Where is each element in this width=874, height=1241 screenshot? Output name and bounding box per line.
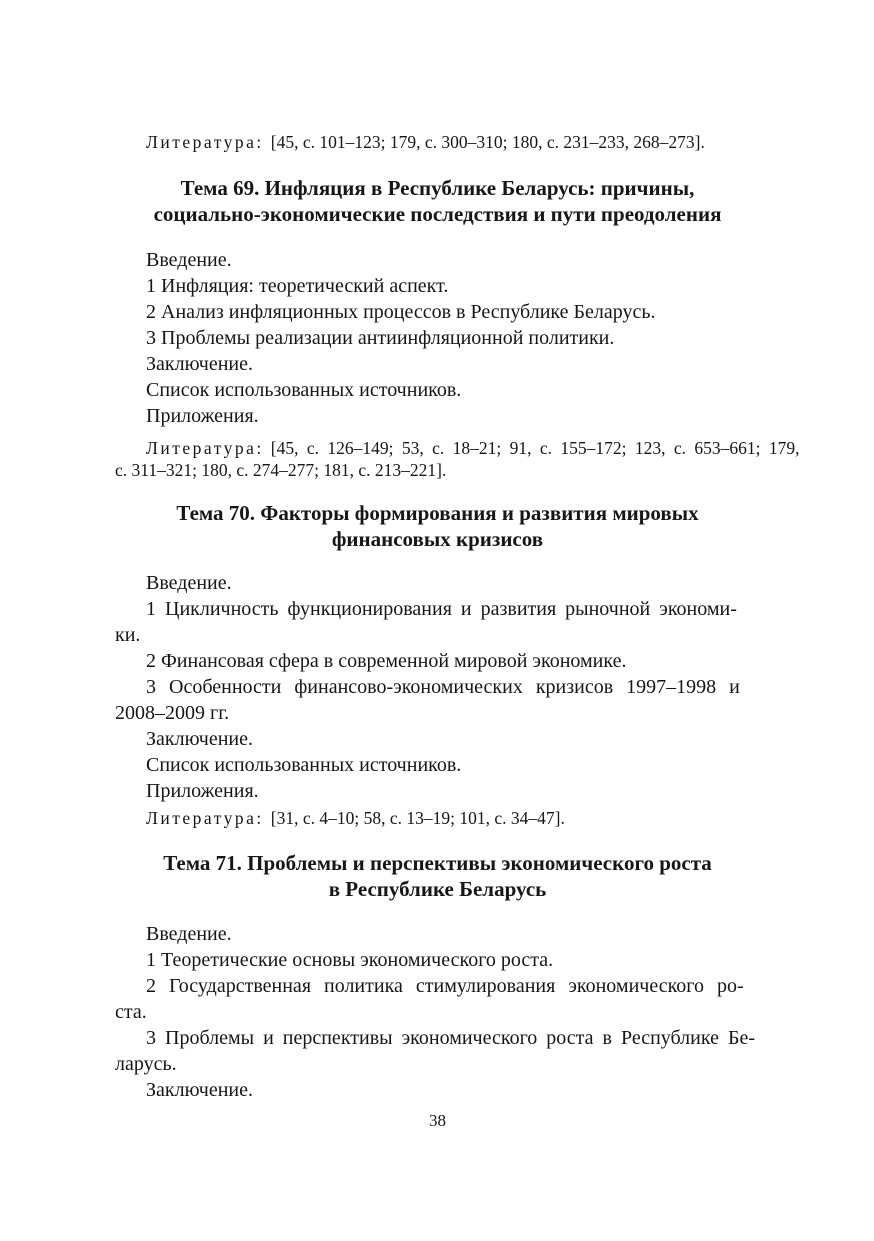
literature-note-theme-68 [115, 131, 760, 153]
literature-line [115, 437, 800, 459]
section-title-line: Тема 70. Факторы формирования и развития мировых [176, 501, 699, 525]
outline-item: 1 Теоретические основы экономического роста. [146, 949, 554, 971]
outline-item-continuation: ста. [115, 1001, 147, 1023]
outline-item: 2 Государственная политика стимулирования экономического ро- [146, 975, 744, 997]
outline-item: 1 Цикличность функционирования и развития рыночной экономи- [146, 598, 737, 620]
outline-item: 3 Особенности финансово-экономических кризисов 1997–1998 и [146, 676, 740, 698]
outline-item: 3 Проблемы и перспективы экономического роста в Республике Бе- [146, 1027, 755, 1049]
section-title-line: в Республике Беларусь [328, 877, 547, 901]
literature-refs: [31, с. 4–10; 58, с. 13–19; 101, с. 34–47]. [270, 808, 565, 828]
outline-item: Приложения. [146, 405, 259, 427]
section-title-line: социально-экономические последствия и пути преодоления [153, 202, 722, 226]
literature-line: с. 311–321; 180, с. 274–277; 181, с. 213–221]. [115, 460, 447, 480]
literature-note-theme-70 [115, 807, 760, 829]
section-title-line: Тема 69. Инфляция в Республике Беларусь: причины, [180, 176, 695, 200]
outline-item: Список использованных источников. [146, 379, 462, 401]
outline-item: 3 Проблемы реализации антиинфляционной политики. [146, 327, 615, 349]
section-title-line: Тема 71. Проблемы и перспективы экономического роста [163, 851, 712, 875]
outline-item: Введение. [146, 923, 232, 945]
outline-item: Приложения. [146, 780, 259, 802]
literature-label: Литература: [146, 808, 264, 828]
outline-item-continuation: ларусь. [115, 1053, 177, 1075]
section-title-theme-69 [115, 175, 760, 227]
outline-theme-69 [115, 247, 760, 429]
outline-item: Введение. [146, 249, 232, 271]
page-number: 38 [429, 1111, 446, 1130]
literature-refs: [45, с. 101–123; 179, с. 300–310; 180, с. 231–233, 268–273]. [270, 132, 705, 152]
literature-label: Литература: [146, 438, 264, 458]
literature-label: Литература: [146, 132, 264, 152]
section-title-theme-71 [115, 850, 760, 902]
outline-item: 2 Финансовая сфера в современной мировой экономике. [146, 650, 627, 672]
outline-item: Заключение. [146, 1079, 253, 1101]
outline-item: 2 Анализ инфляционных процессов в Республике Беларусь. [146, 301, 656, 323]
outline-theme-71 [115, 921, 760, 1103]
literature-note-theme-69 [115, 437, 800, 481]
section-title-theme-70 [115, 500, 760, 552]
section-title-line: финансовых кризисов [331, 527, 544, 551]
outline-item: Заключение. [146, 353, 253, 375]
outline-item: 1 Инфляция: теоретический аспект. [146, 275, 449, 297]
outline-item-continuation: 2008–2009 гг. [115, 702, 230, 724]
outline-item: Список использованных источников. [146, 754, 462, 776]
literature-refs: [45, с. 126–149; 53, с. 18–21; 91, с. 155–172; 123, с. 653–661; 179, [270, 438, 800, 458]
outline-item: Введение. [146, 572, 232, 594]
outline-item-continuation: ки. [115, 624, 141, 646]
outline-item: Заключение. [146, 728, 253, 750]
outline-theme-70 [115, 570, 760, 804]
